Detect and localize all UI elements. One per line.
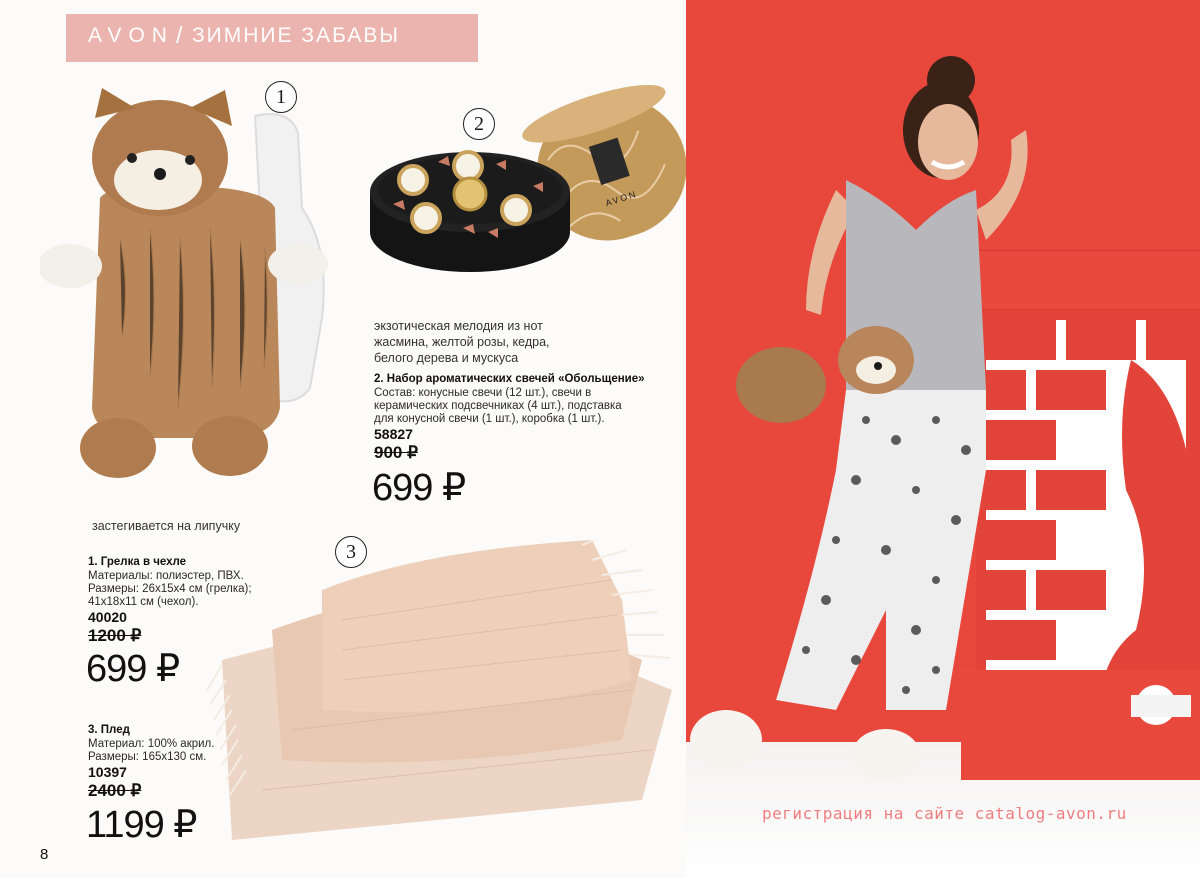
product-3-name: 3. Плед (88, 724, 130, 736)
site-banner[interactable]: регистрация на сайте catalog-avon.ru (762, 804, 1127, 823)
product-2-description-1: экзотическая мелодия из нот (374, 319, 543, 333)
product-2-detail-3: для конусной свечи (1 шт.), коробка (1 шт.). (374, 413, 605, 425)
product-2-code: 58827 (374, 426, 413, 442)
blanket-icon (202, 540, 682, 840)
product-3-code: 10397 (88, 764, 127, 780)
product-3-detail-1: Материал: 100% акрил. (88, 738, 215, 750)
product-2-description-3: белого дерева и мускуса (374, 351, 519, 365)
product-1-old-price: 1200 ₽ (88, 626, 142, 645)
product-1-detail-2: Размеры: 26x15x4 см (грелка); (88, 583, 252, 595)
product-2-description-2: жасмина, желтой розы, кедра, (374, 335, 550, 349)
product-3-detail-2: Размеры: 165x130 см. (88, 751, 207, 763)
product-1-name: 1. Грелка в чехле (88, 556, 187, 568)
product-2-number: 2 (463, 108, 495, 140)
product-2-new-price: 699 ₽ (372, 467, 466, 509)
product-2-detail-1: Состав: конусные свечи (12 шт.), свечи в (374, 387, 592, 399)
header-brand: AVON (88, 24, 174, 47)
model-photo (686, 50, 1086, 790)
right-page-photo (686, 0, 1200, 878)
product-2-old-price: 900 ₽ (374, 443, 418, 462)
product-3-old-price: 2400 ₽ (88, 781, 142, 800)
product-3-new-price: 1199 ₽ (86, 804, 197, 846)
candle-box-brand-label: AVON (604, 188, 639, 209)
product-1-code: 40020 (88, 609, 127, 625)
product-1-new-price: 699 ₽ (86, 648, 180, 690)
product-1-detail-1: Материалы: полиэстер, ПВХ. (88, 570, 244, 582)
product-1-detail-3: 41x18x11 см (чехол). (88, 596, 199, 608)
header-title: ЗИМНИЕ ЗАБАВЫ (192, 24, 400, 47)
product-1-note: застегивается на липучку (92, 519, 241, 533)
page-number: 8 (40, 846, 49, 863)
fox-hot-water-bottle-icon (40, 88, 340, 508)
product-1-number: 1 (265, 81, 297, 113)
product-2-detail-2: керамических подсвечниках (4 шт.), подставка (374, 400, 622, 412)
candle-set-icon (368, 82, 693, 292)
header-separator: / (176, 22, 183, 48)
product-3-number: 3 (335, 536, 367, 568)
product-2-name: 2. Набор ароматических свечей «Обольщение» (374, 373, 645, 385)
